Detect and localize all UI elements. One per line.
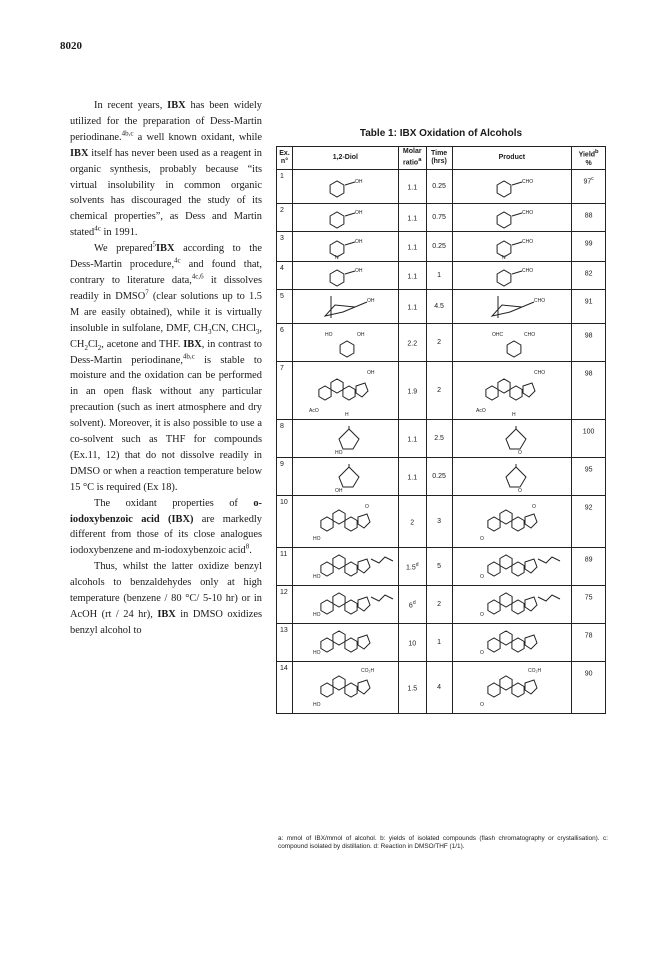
- cell-yield: 95: [572, 458, 606, 496]
- page-number: 8020: [60, 40, 82, 52]
- table-row: [277, 624, 606, 662]
- cell-yield: 92: [572, 496, 606, 548]
- text: itself has never been used as a reagent in organic synthesis, probably because “its virtual insolubility in common organic solvents has discouraged the study of its chemical properties”, as Dess and Martin stated: [70, 147, 262, 239]
- cell-ratio: 2.2: [398, 324, 426, 362]
- svg-text:HO: HO: [325, 331, 333, 338]
- reference: 4c: [174, 256, 181, 265]
- svg-text:CHO: CHO: [521, 209, 533, 216]
- paragraph-2: [70, 241, 262, 496]
- svg-text:HO: HO: [313, 701, 321, 708]
- table-header-row: [277, 147, 606, 170]
- cell-yield: 91: [572, 290, 606, 324]
- cell-ratio: 1.1: [398, 170, 426, 204]
- text: in 1991.: [100, 227, 138, 239]
- svg-text:H: H: [345, 411, 349, 418]
- cell-ex: 1: [277, 170, 293, 204]
- text: , in contrast to Dess-Martin periodinane,: [70, 338, 262, 366]
- cell-diol-structure: [292, 232, 398, 262]
- svg-text:O: O: [479, 649, 484, 656]
- cell-ratio: 1.1: [398, 420, 426, 458]
- table-row: [277, 548, 606, 586]
- table-row: [277, 232, 606, 262]
- svg-text:HO: HO: [313, 573, 321, 580]
- svg-text:O: O: [479, 611, 484, 618]
- cell-yield: 98: [572, 362, 606, 420]
- cell-diol-structure: [292, 290, 398, 324]
- text: (clear solutions up to 1.5 M are easily obtained), while it is virtually insoluble in sulfolane, DMF, CH: [70, 290, 262, 334]
- reference: 4c: [94, 224, 101, 233]
- oxidation-table: [276, 146, 606, 714]
- subscript: 3: [255, 327, 260, 336]
- bold-term: o-iodoxybenzoic acid (IBX): [70, 497, 262, 525]
- text: , CH: [70, 322, 262, 350]
- table-footnote: a: mmol of IBX/mmol of alcohol. b: yields of isolated compounds (flash chromatography or crystallisation). c: compound isolated by distillation. d: Reaction in DMSO/THF (1/1).: [278, 835, 608, 850]
- cell-time: 5: [426, 548, 452, 586]
- table-row: [277, 458, 606, 496]
- cell-time: 4.5: [426, 290, 452, 324]
- cell-ratio: 1.1: [398, 262, 426, 290]
- svg-text:AcO: AcO: [475, 407, 486, 414]
- svg-text:N: N: [501, 254, 506, 260]
- cell-ratio: 1.9: [398, 362, 426, 420]
- cell-product-structure: [452, 362, 572, 420]
- table-row: [277, 170, 606, 204]
- cell-diol-structure: [292, 458, 398, 496]
- cell-ratio: 1.5$^d$: [398, 548, 426, 586]
- text: Thus, whilst the latter oxidize benzyl alcohols to benzaldehydes only at high temperature (benzene / 80 °C/ 5-10 hr) or in AcOH (rt / 24 hr),: [70, 561, 262, 620]
- svg-text:CHO: CHO: [521, 178, 533, 185]
- svg-text:CHO: CHO: [533, 369, 545, 376]
- reference: 7: [145, 288, 149, 297]
- cell-diol-structure: [292, 548, 398, 586]
- text: In recent years,: [94, 100, 168, 111]
- svg-text:O: O: [479, 535, 484, 542]
- text: and found that, contrary to literature data,: [70, 259, 262, 286]
- svg-text:OHC: OHC: [491, 331, 503, 338]
- header-diol: 1,2-Diol: [292, 147, 398, 170]
- header-ratio: Molar ratio$^a$: [398, 147, 426, 170]
- cell-product-structure: [452, 662, 572, 714]
- cell-yield: 98: [572, 324, 606, 362]
- cell-product-structure: [452, 420, 572, 458]
- svg-text:CO₂H: CO₂H: [361, 667, 375, 674]
- svg-text:HO: HO: [335, 449, 343, 456]
- text: are markedly different from those of its close analogues iodoxybenzene and m-iodoxybenzoic acid: [70, 513, 262, 557]
- paragraph-3: [70, 496, 262, 560]
- cell-time: 1: [426, 262, 452, 290]
- cell-time: 0.75: [426, 204, 452, 232]
- cell-diol-structure: [292, 170, 398, 204]
- cell-yield: 97$^c$: [572, 170, 606, 204]
- ibx: IBX: [157, 609, 176, 620]
- svg-text:OH: OH: [355, 238, 363, 245]
- cell-time: 3: [426, 496, 452, 548]
- svg-text:OH: OH: [355, 178, 363, 185]
- cell-diol-structure: [292, 262, 398, 290]
- cell-time: 1: [426, 624, 452, 662]
- cell-yield: 90: [572, 662, 606, 714]
- cell-ex: 10: [277, 496, 293, 548]
- text: We prepared: [94, 243, 153, 255]
- reference: 8: [245, 542, 250, 551]
- svg-text:N: N: [335, 254, 339, 260]
- cell-product-structure: [452, 290, 572, 324]
- cell-diol-structure: [292, 420, 398, 458]
- svg-text:HO: HO: [313, 649, 321, 656]
- cell-ratio: 1.5: [398, 662, 426, 714]
- subscript: 3: [208, 327, 212, 336]
- text: CN, CHCl: [211, 322, 256, 334]
- svg-text:CHO: CHO: [533, 297, 545, 304]
- svg-text:CHO: CHO: [523, 331, 535, 338]
- cell-time: 0.25: [426, 458, 452, 496]
- cell-ratio: 1.1: [398, 232, 426, 262]
- ibx: IBX: [183, 338, 202, 350]
- cell-ex: 9: [277, 458, 293, 496]
- reference: 5: [152, 240, 157, 249]
- cell-diol-structure: [292, 662, 398, 714]
- table-row: [277, 324, 606, 362]
- cell-yield: 82: [572, 262, 606, 290]
- cell-ex: 3: [277, 232, 293, 262]
- cell-diol-structure: [292, 496, 398, 548]
- text: The oxidant properties of: [94, 497, 254, 509]
- svg-text:O: O: [517, 487, 522, 494]
- cell-yield: 89: [572, 548, 606, 586]
- cell-product-structure: [452, 170, 572, 204]
- svg-text:OH: OH: [355, 267, 363, 274]
- reference: 4c,6: [191, 272, 204, 281]
- reference: 4b,c: [182, 352, 195, 361]
- cell-ratio: 10: [398, 624, 426, 662]
- table-row: [277, 420, 606, 458]
- cell-product-structure: [452, 458, 572, 496]
- cell-ex: 2: [277, 204, 293, 232]
- svg-text:CHO: CHO: [521, 238, 533, 245]
- cell-ratio: 2: [398, 496, 426, 548]
- svg-text:HO: HO: [313, 611, 321, 618]
- cell-time: 2.5: [426, 420, 452, 458]
- svg-text:OH: OH: [357, 331, 365, 338]
- cell-time: 4: [426, 662, 452, 714]
- svg-text:O: O: [365, 503, 370, 510]
- svg-text:OH: OH: [367, 297, 375, 304]
- table-row: [277, 290, 606, 324]
- header-ex: Ex. n°: [277, 147, 293, 170]
- table-row: [277, 586, 606, 624]
- text: Cl: [87, 338, 98, 350]
- header-product: Product: [452, 147, 572, 170]
- cell-yield: 88: [572, 204, 606, 232]
- svg-text:OH: OH: [367, 369, 375, 376]
- cell-diol-structure: [292, 624, 398, 662]
- cell-time: 2: [426, 586, 452, 624]
- subscript: 2: [97, 343, 102, 352]
- cell-ex: 7: [277, 362, 293, 420]
- svg-text:OH: OH: [335, 487, 343, 494]
- cell-ratio: 1.1: [398, 458, 426, 496]
- cell-time: 0.25: [426, 232, 452, 262]
- header-time: Time (hrs): [426, 147, 452, 170]
- cell-product-structure: [452, 262, 572, 290]
- cell-ex: 4: [277, 262, 293, 290]
- paragraph-4: [70, 559, 262, 639]
- cell-product-structure: [452, 324, 572, 362]
- cell-ratio: 1.1: [398, 204, 426, 232]
- cell-time: 0.25: [426, 170, 452, 204]
- cell-time: 2: [426, 324, 452, 362]
- table-row: [277, 662, 606, 714]
- svg-text:O: O: [517, 449, 522, 456]
- header-yield: Yield$^b$ %: [572, 147, 606, 170]
- cell-ex: 6: [277, 324, 293, 362]
- svg-text:O: O: [479, 573, 484, 580]
- table-row: [277, 262, 606, 290]
- subscript: 2: [84, 343, 88, 352]
- cell-yield: 78: [572, 624, 606, 662]
- table-row: [277, 362, 606, 420]
- reference: 4b,c: [121, 129, 134, 138]
- text: a well known oxidant, while: [133, 131, 262, 143]
- text: has been widely utilized for the preparation of Dess-Martin periodinane.: [70, 100, 262, 143]
- svg-text:CHO: CHO: [521, 267, 533, 274]
- svg-text:AcO: AcO: [309, 407, 320, 414]
- cell-diol-structure: [292, 586, 398, 624]
- svg-text:O: O: [531, 503, 536, 510]
- cell-yield: 75: [572, 586, 606, 624]
- cell-diol-structure: [292, 204, 398, 232]
- cell-ex: 12: [277, 586, 293, 624]
- table-body: [277, 170, 606, 714]
- cell-ex: 8: [277, 420, 293, 458]
- text: it dissolves readily in DMSO: [70, 274, 262, 302]
- cell-product-structure: [452, 624, 572, 662]
- cell-ex: 13: [277, 624, 293, 662]
- cell-ex: 5: [277, 290, 293, 324]
- cell-diol-structure: [292, 362, 398, 420]
- cell-product-structure: [452, 586, 572, 624]
- svg-text:O: O: [479, 701, 484, 708]
- cell-yield: 100: [572, 420, 606, 458]
- svg-text:HO: HO: [313, 535, 321, 542]
- text: .: [249, 545, 252, 557]
- svg-text:H: H: [511, 411, 516, 418]
- cell-diol-structure: [292, 324, 398, 362]
- table-row: [277, 204, 606, 232]
- table-title: Table 1: IBX Oxidation of Alcohols: [359, 128, 523, 139]
- text: , acetone and THF.: [101, 338, 184, 350]
- ibx: IBX: [167, 100, 186, 111]
- cell-product-structure: [452, 496, 572, 548]
- cell-ratio: 1.1: [398, 290, 426, 324]
- cell-time: 2: [426, 362, 452, 420]
- cell-product-structure: [452, 232, 572, 262]
- cell-product-structure: [452, 204, 572, 232]
- svg-text:OH: OH: [355, 209, 363, 216]
- paragraph-1: [70, 98, 262, 241]
- cell-yield: 99: [572, 232, 606, 262]
- body-text: [70, 98, 262, 639]
- ibx: IBX: [70, 147, 89, 159]
- table-row: [277, 496, 606, 548]
- text: in DMSO oxidizes benzyl alcohol to: [70, 609, 262, 636]
- cell-ratio: 6$^d$: [398, 586, 426, 624]
- cell-product-structure: [452, 548, 572, 586]
- text: according to the Dess-Martin procedure,: [70, 243, 262, 271]
- cell-ex: 14: [277, 662, 293, 714]
- ibx: IBX: [156, 243, 175, 255]
- table-container: [276, 146, 606, 714]
- svg-text:CO₂H: CO₂H: [527, 667, 541, 674]
- text: is stable to moisture and the oxidation can be performed in an open flask without any particular precaution (such as inert atmosphere and dry solvent). Moreover, it is also possible to use a co-solvent such as THF for compounds (Ex.11, 12) that do not dissolve readily in DMSO or when a reaction temperature below 15 °C is required (Ex 18).: [70, 354, 263, 493]
- cell-ex: 11: [277, 548, 293, 586]
